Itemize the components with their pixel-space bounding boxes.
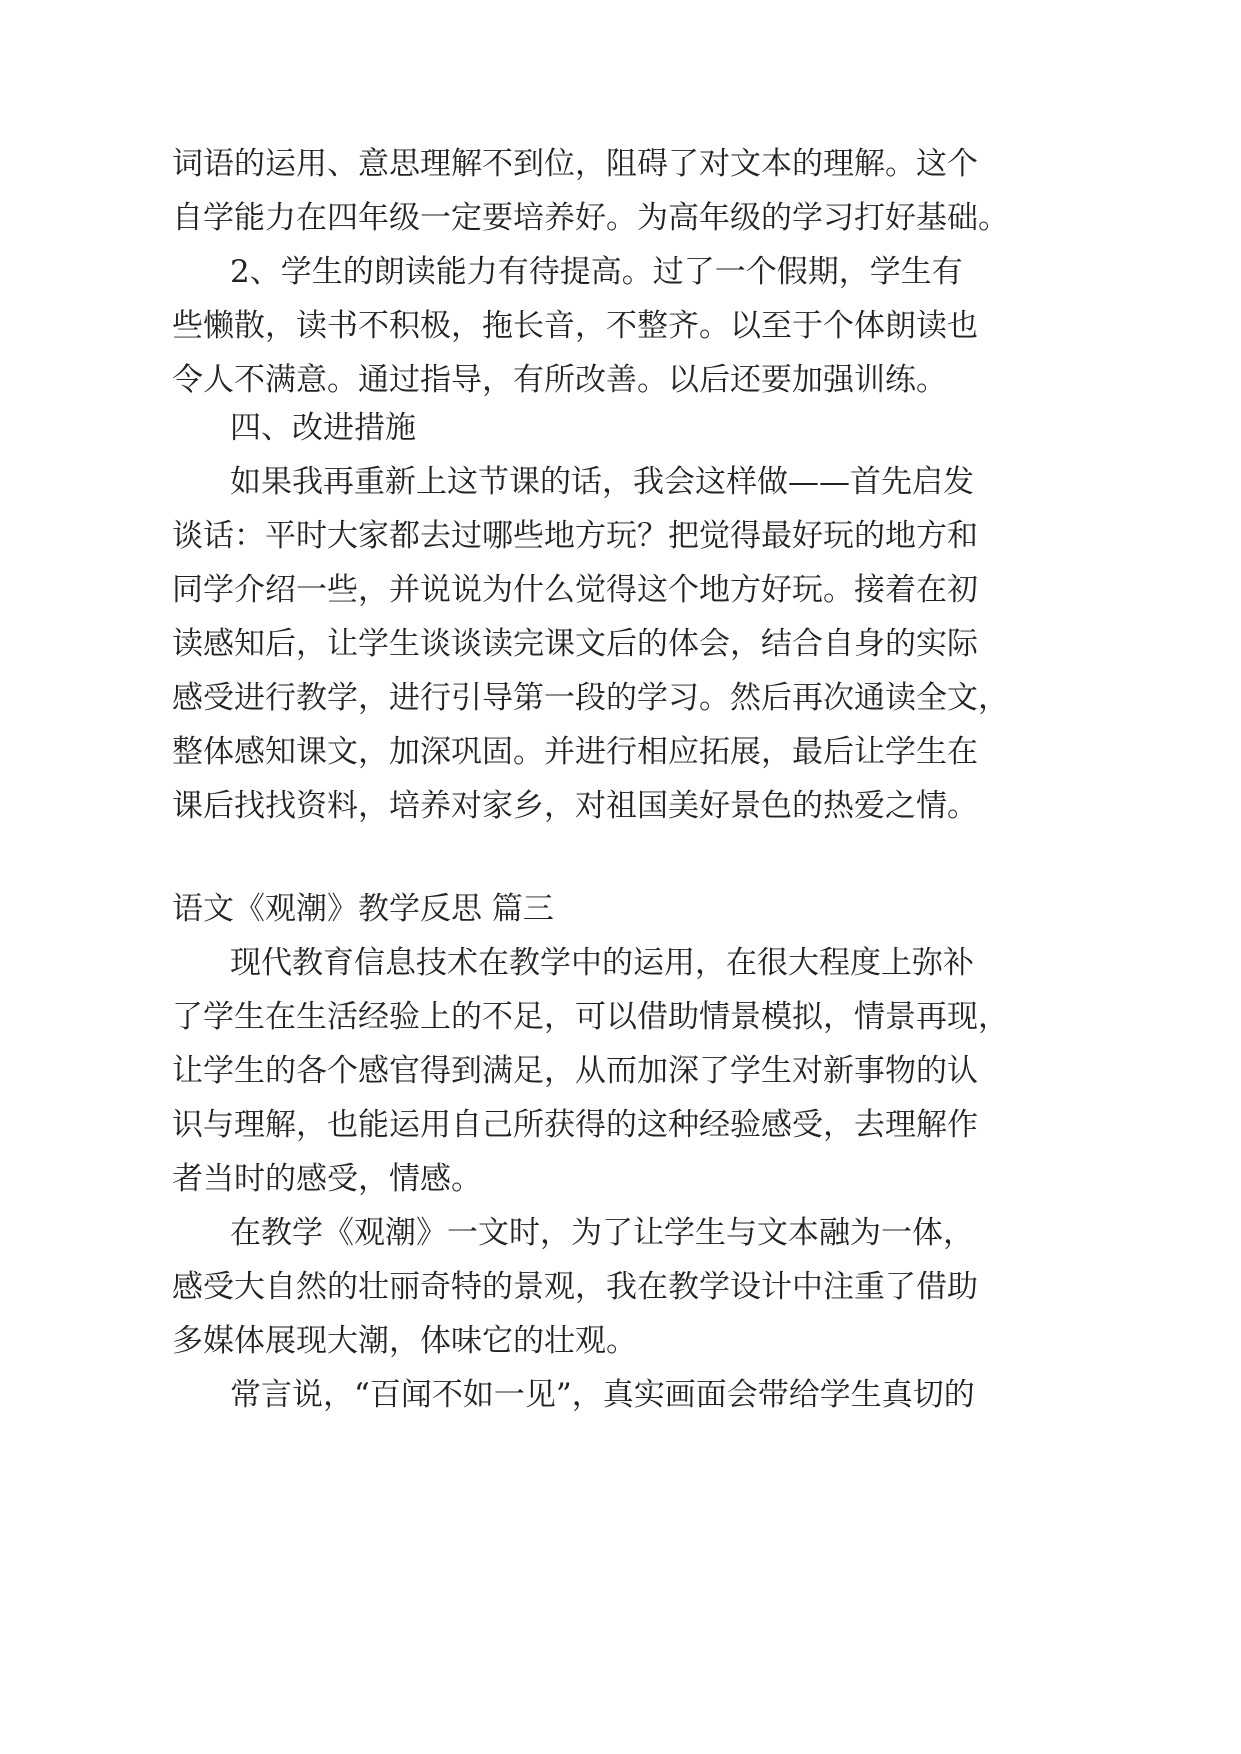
body-line: 令人不满意。通过指导，有所改善。以后还要加强训练。 xyxy=(172,362,947,398)
body-line: 者当时的感受，情感。 xyxy=(172,1161,482,1197)
body-line: 同学介绍一些，并说说为什么觉得这个地方好玩。接着在初 xyxy=(172,572,978,608)
body-line: 常言说，“百闻不如一见”，真实画面会带给学生真切的 xyxy=(230,1377,975,1413)
article-title: 语文《观潮》教学反思 篇三 xyxy=(172,891,554,927)
body-line: 了学生在生活经验上的不足，可以借助情景模拟，情景再现， xyxy=(172,999,1009,1035)
section-heading: 四、改进措施 xyxy=(230,410,416,446)
body-line: 如果我再重新上这节课的话，我会这样做——首先启发 xyxy=(230,464,974,500)
body-line: 读感知后，让学生谈谈读完课文后的体会，结合自身的实际 xyxy=(172,626,978,662)
body-line: 整体感知课文，加深巩固。并进行相应拓展，最后让学生在 xyxy=(172,734,978,770)
body-line: 些懒散，读书不积极，拖长音，不整齐。以至于个体朗读也 xyxy=(172,308,978,344)
body-line: 多媒体展现大潮，体味它的壮观。 xyxy=(172,1323,637,1359)
body-line: 课后找找资料，培养对家乡，对祖国美好景色的热爱之情。 xyxy=(172,788,978,824)
body-line: 让学生的各个感官得到满足，从而加深了学生对新事物的认 xyxy=(172,1053,978,1089)
body-line: 词语的运用、意思理解不到位，阻碍了对文本的理解。这个 xyxy=(172,146,978,182)
body-line: 识与理解，也能运用自己所获得的这种经验感受，去理解作 xyxy=(172,1107,978,1143)
body-line: 自学能力在四年级一定要培养好。为高年级的学习打好基础。 xyxy=(172,200,1009,236)
body-line: 在教学《观潮》一文时，为了让学生与文本融为一体， xyxy=(230,1215,974,1251)
body-line: 感受大自然的壮丽奇特的景观，我在教学设计中注重了借助 xyxy=(172,1269,978,1305)
body-line: 感受进行教学，进行引导第一段的学习。然后再次通读全文， xyxy=(172,680,1009,716)
body-line: 谈话：平时大家都去过哪些地方玩？把觉得最好玩的地方和 xyxy=(172,518,978,554)
numbered-point: 2、学生的朗读能力有待提高。过了一个假期，学生有 xyxy=(230,254,963,290)
body-line: 现代教育信息技术在教学中的运用，在很大程度上弥补 xyxy=(230,945,974,981)
